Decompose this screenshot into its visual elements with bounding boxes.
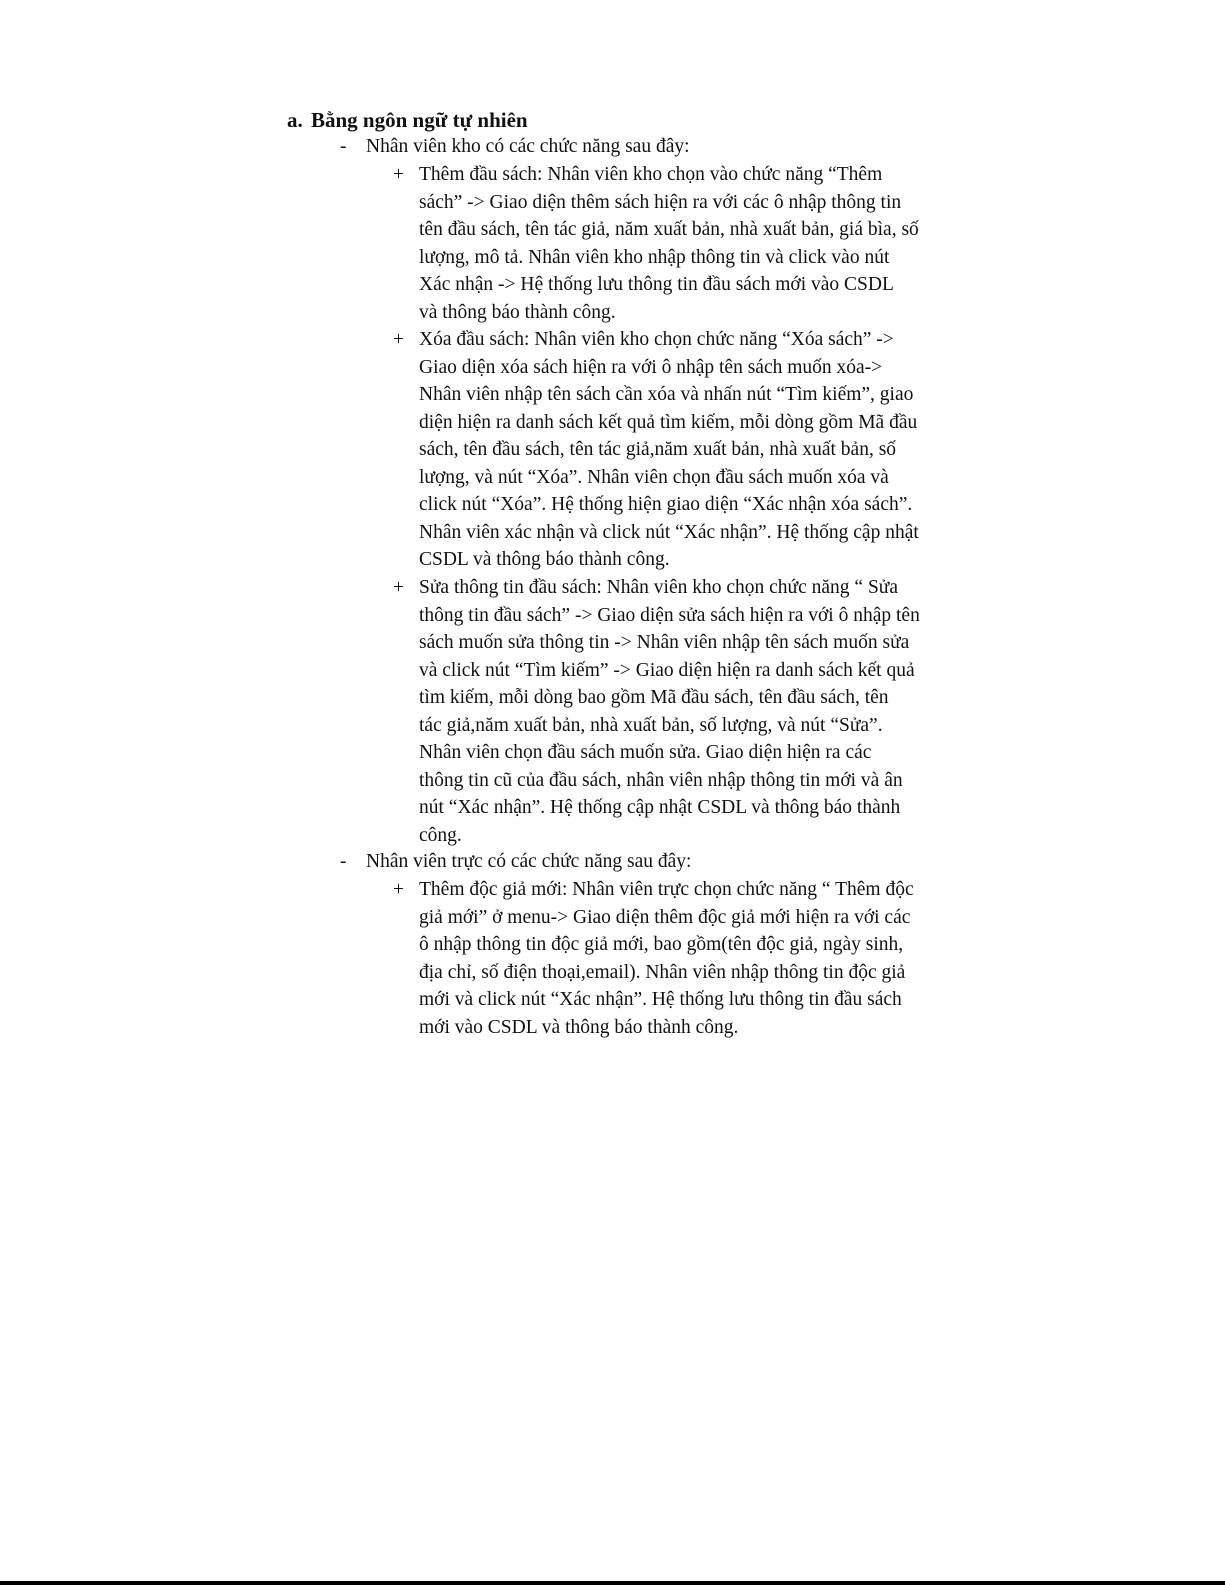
text-line: công. bbox=[419, 824, 462, 846]
dash-marker: - bbox=[340, 851, 347, 872]
text-line: thông tin đầu sách” -> Giao diện sửa sách hiện ra với ô nhập tên bbox=[419, 604, 920, 626]
plus-marker: + bbox=[393, 879, 404, 900]
text-line: sách, tên đầu sách, tên tác giả,năm xuất bản, nhà xuất bản, số bbox=[419, 439, 897, 460]
list-item-add-book bbox=[393, 161, 973, 326]
text-line: thông tin cũ của đầu sách, nhân viên nhập thông tin mới và ân bbox=[419, 769, 903, 791]
section-title: Bằng ngôn ngữ tự nhiên bbox=[311, 108, 528, 132]
text-line: lượng, và nút “Xóa”. Nhân viên chọn đầu sách muốn xóa và bbox=[419, 466, 889, 488]
text-line: và thông báo thành công. bbox=[419, 301, 616, 323]
text-line: và click nút “Tìm kiếm” -> Giao diện hiện ra danh sách kết quả bbox=[419, 659, 915, 681]
section-marker: a. bbox=[287, 108, 303, 132]
text-line: Sửa thông tin đầu sách: Nhân viên kho chọn chức năng “ Sửa bbox=[419, 577, 899, 598]
bottom-border bbox=[0, 1581, 1225, 1585]
text-line: nút “Xác nhận”. Hệ thống cập nhật CSDL và thông báo thành bbox=[419, 797, 901, 818]
text-line: mới và click nút “Xác nhận”. Hệ thống lưu thông tin đầu sách bbox=[419, 989, 902, 1010]
text-line: ô nhập thông tin độc giả mới, bao gồm(tên độc giả, ngày sinh, bbox=[419, 934, 904, 955]
text-line: Thêm độc giả mới: Nhân viên trực chọn chức năng “ Thêm độc bbox=[419, 879, 914, 900]
text-line: sách muốn sửa thông tin -> Nhân viên nhập tên sách muốn sửa bbox=[419, 632, 910, 653]
group-heading-duty-staff bbox=[340, 848, 691, 876]
text-line: CSDL và thông báo thành công. bbox=[419, 549, 670, 570]
text-line: Nhân viên nhập tên sách cần xóa và nhấn nút “Tìm kiếm”, giao bbox=[419, 384, 914, 405]
text-line: tìm kiếm, mỗi dòng bao gồm Mã đầu sách, tên đầu sách, tên bbox=[419, 687, 889, 708]
text-line: Nhân viên xác nhận và click nút “Xác nhận”. Hệ thống cập nhật bbox=[419, 521, 919, 543]
text-line: Nhân viên chọn đầu sách muốn sửa. Giao diện hiện ra các bbox=[419, 742, 872, 763]
text-line: tác giả,năm xuất bản, nhà xuất bản, số lượng, và nút “Sửa”. bbox=[419, 714, 883, 736]
text-line: Giao diện xóa sách hiện ra với ô nhập tên sách muốn xóa-> bbox=[419, 356, 883, 378]
text-line: mới vào CSDL và thông báo thành công. bbox=[419, 1016, 739, 1038]
text-line: click nút “Xóa”. Hệ thống hiện giao diện “Xác nhận xóa sách”. bbox=[419, 494, 913, 515]
text-line: địa chỉ, số điện thoại,email). Nhân viên nhập thông tin độc giả bbox=[419, 961, 906, 983]
section-heading bbox=[287, 105, 528, 135]
dash-marker: - bbox=[340, 136, 347, 157]
text-line: sách” -> Giao diện thêm sách hiện ra với các ô nhập thông tin bbox=[419, 191, 902, 213]
plus-marker: + bbox=[393, 329, 404, 350]
plus-marker: + bbox=[393, 164, 404, 185]
group-heading-warehouse-staff bbox=[340, 133, 690, 161]
text-line: lượng, mô tả. Nhân viên kho nhập thông tin và click vào nút bbox=[419, 246, 890, 268]
text-line: Thêm đầu sách: Nhân viên kho chọn vào chức năng “Thêm bbox=[419, 164, 883, 185]
text-line: diện hiện ra danh sách kết quả tìm kiếm, mỗi dòng gồm Mã đầu bbox=[419, 411, 918, 433]
list-item-add-reader bbox=[393, 876, 973, 1041]
plus-marker: + bbox=[393, 577, 404, 598]
group-title: Nhân viên trực có các chức năng sau đây: bbox=[366, 851, 692, 872]
text-line: giả mới” ở menu-> Giao diện thêm độc giả mới hiện ra với các bbox=[419, 906, 911, 928]
text-line: tên đầu sách, tên tác giả, năm xuất bản, nhà xuất bản, giá bìa, số bbox=[419, 219, 919, 240]
list-item-delete-book bbox=[393, 326, 973, 574]
text-line: Xác nhận -> Hệ thống lưu thông tin đầu sách mới vào CSDL bbox=[419, 274, 894, 295]
group-title: Nhân viên kho có các chức năng sau đây: bbox=[366, 136, 690, 157]
list-item-edit-book bbox=[393, 574, 973, 849]
text-line: Xóa đầu sách: Nhân viên kho chọn chức năng “Xóa sách” -> bbox=[419, 329, 894, 350]
